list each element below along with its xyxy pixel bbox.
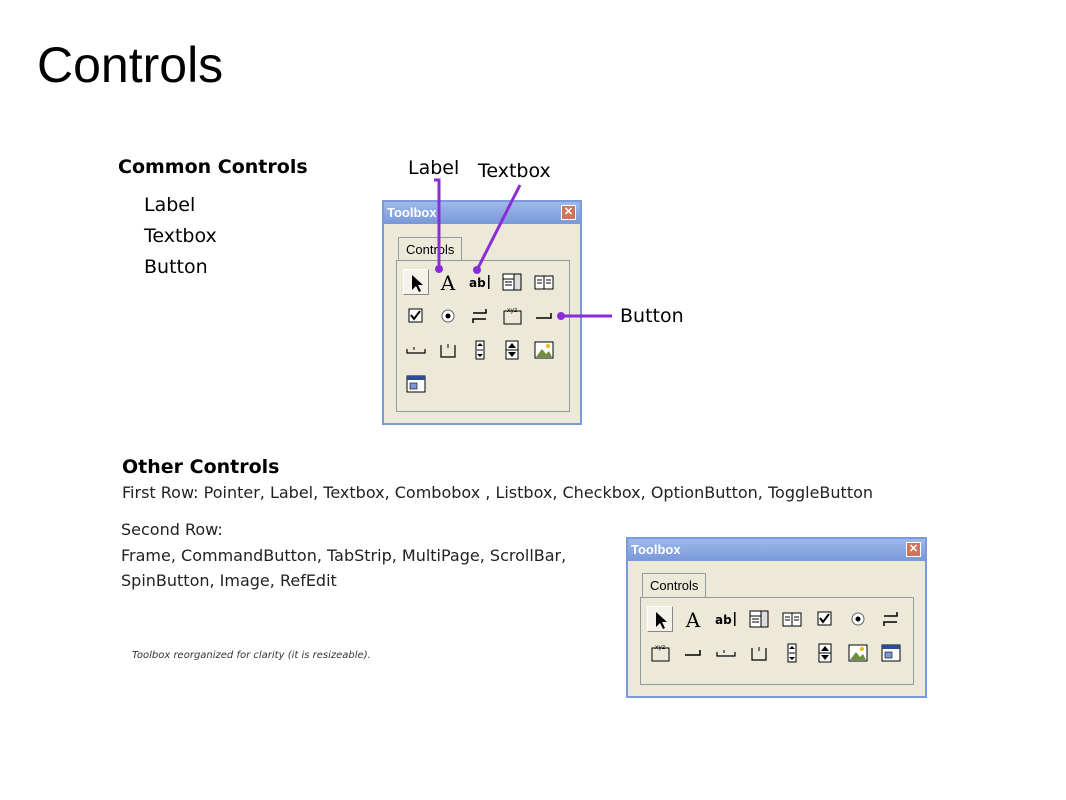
frame-icon[interactable]: [647, 640, 673, 666]
tab-controls-wide[interactable]: Controls: [642, 573, 706, 597]
spinbutton-icon[interactable]: [812, 640, 838, 666]
checkbox-icon[interactable]: [812, 606, 838, 632]
svg-text:xyz: xyz: [506, 307, 518, 314]
combobox-icon[interactable]: [746, 606, 772, 632]
common-controls-heading: Common Controls: [118, 156, 308, 178]
svg-text:A: A: [685, 608, 701, 632]
svg-text:ab: ab: [469, 276, 486, 290]
toolbox-window-wide: [626, 537, 927, 698]
first-row-items-cont: , Listbox, Checkbox, OptionButton, ToggleButton: [485, 483, 874, 502]
toolbox-wide-title: Toolbox: [631, 542, 681, 557]
callout-dot-button: [557, 312, 565, 320]
callout-dot-label: [435, 265, 443, 273]
optionbutton-icon[interactable]: [845, 606, 871, 632]
common-item-textbox: Textbox: [144, 225, 217, 247]
toolbox-wide-titlebar[interactable]: [628, 539, 925, 561]
multipage-icon[interactable]: [746, 640, 772, 666]
svg-text:A: A: [440, 271, 456, 295]
first-row-prefix: First Row:: [122, 483, 199, 502]
callout-line-label: [434, 180, 439, 269]
first-row-items: Pointer, Label, Textbox, Combobox: [203, 483, 481, 502]
callout-line-textbox: [477, 185, 520, 270]
common-item-button: Button: [144, 256, 208, 278]
second-row-prefix: Second Row:: [121, 520, 223, 539]
svg-text:xyz: xyz: [654, 644, 666, 651]
tabstrip-icon[interactable]: [713, 640, 739, 666]
scrollbar-icon[interactable]: [779, 640, 805, 666]
slide-title: Controls: [37, 37, 224, 93]
label-icon[interactable]: [680, 606, 706, 632]
second-row-line2: SpinButton, Image, RefEdit: [121, 571, 337, 590]
commandbutton-icon[interactable]: [680, 640, 706, 666]
close-icon[interactable]: ✕: [561, 205, 576, 220]
common-item-label: Label: [144, 194, 196, 216]
refedit-icon[interactable]: [878, 640, 904, 666]
caption: Toolbox reorganized for clarity (it is resizeable).: [132, 650, 371, 661]
listbox-icon[interactable]: [779, 606, 805, 632]
first-row-line: [122, 483, 873, 502]
image-icon[interactable]: [845, 640, 871, 666]
callout-button-text: Button: [620, 305, 684, 327]
pointer-icon[interactable]: [647, 606, 673, 632]
other-controls-heading: Other Controls: [122, 456, 280, 478]
second-row-line1: Frame, CommandButton, TabStrip, MultiPage, ScrollBar,: [121, 546, 567, 565]
toolbox-title: Toolbox: [387, 205, 437, 220]
callout-dot-textbox: [473, 266, 481, 274]
callout-label-text: Label: [408, 157, 460, 179]
callout-textbox-text: Textbox: [478, 160, 551, 182]
controls-panel-wide: [640, 597, 914, 685]
togglebutton-icon[interactable]: [878, 606, 904, 632]
textbox-icon[interactable]: [713, 606, 739, 632]
tab-controls[interactable]: Controls: [398, 237, 462, 261]
close-icon[interactable]: ✕: [906, 542, 921, 557]
svg-text:ab: ab: [715, 613, 732, 627]
